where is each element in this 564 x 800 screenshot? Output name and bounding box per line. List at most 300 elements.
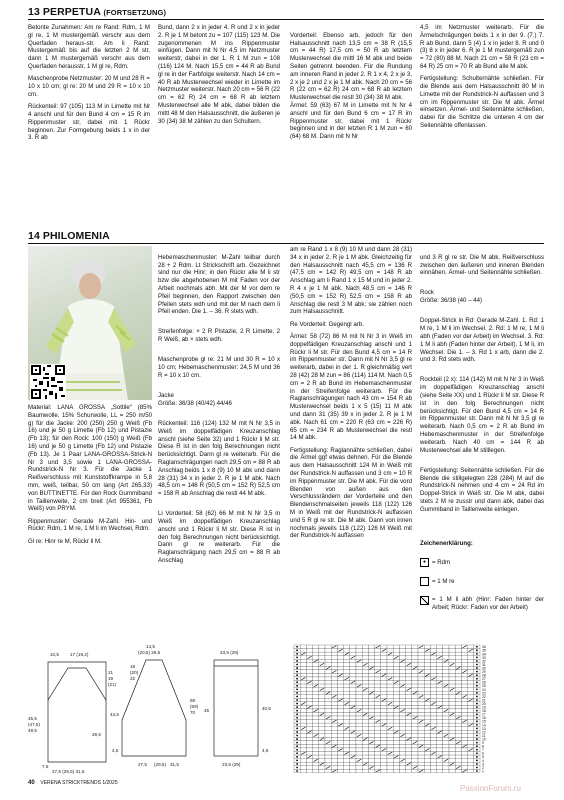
paragraph: Maschenprobe gl re: 21 M und 30 R = 10 x 10 cm; Hebemaschenmuster: 24,5 M und 36 R = 10 x 10 cm. [158, 356, 280, 379]
chart-cell [393, 748, 399, 752]
chart-cell [337, 709, 343, 713]
chart-cell [319, 709, 325, 713]
chart-cell [393, 666, 399, 670]
chart-cell [356, 702, 362, 706]
chart-cell [381, 670, 387, 674]
chart-row-label: 10 [482, 737, 486, 742]
chart-cell [381, 656, 387, 660]
chart-cell [412, 645, 418, 649]
chart-cell [300, 737, 306, 741]
chart-cell [344, 741, 350, 745]
chart-row-label: 14 [482, 723, 486, 728]
chart-cell [362, 744, 368, 748]
chart-cell [319, 752, 325, 756]
chart-cell [344, 666, 350, 670]
chart-cell [424, 766, 430, 770]
chart-cell [468, 737, 474, 741]
chart-cell [313, 723, 319, 727]
chart-cell [468, 730, 474, 734]
chart-cell [350, 666, 356, 670]
chart-row-label: 8 [482, 744, 484, 749]
chart-cell [406, 670, 412, 674]
edge-stitch-mark [296, 731, 298, 733]
skirt-outline [214, 660, 258, 756]
chart-cell [424, 681, 430, 685]
chart-cell [393, 716, 399, 720]
edge-stitch-mark [476, 657, 478, 659]
chart-cell [437, 769, 443, 773]
chart-cell [430, 684, 436, 688]
chart-cell [443, 730, 449, 734]
chart-cell [331, 709, 337, 713]
paragraph: Rückenteil: 116 (124) 132 M mit N Nr 3,5 in Weiß im doppelfädigen Kreuzanschlag anschl (siehe Seite 32) und 1 Rückr li M str. Diese R ist in den folg Berechnungen nicht berücksichtigt. Dann gl re weiterarb. Für die Raglanschrägungen nach 29,5 cm = 88 R ab Anschlag beids 1 x 8 (9) 10 M abk und dann 28 (31) 34 x in jeder 2. R je 1 M abk. Nach 48,5 cm = 146 R (50,5 cm = 152 R) 52,5 cm = 158 R ab Anschlag die restl 44 M abk. [158, 419, 280, 498]
chart-cell [418, 730, 424, 734]
edge-stitch-mark [296, 752, 298, 754]
chart-cell [387, 681, 393, 685]
chart-cell [375, 663, 381, 667]
chart-cell [455, 759, 461, 763]
chart-cell [368, 652, 374, 656]
chart-cell [461, 734, 467, 738]
chart-cell [375, 723, 381, 727]
chart-cell [468, 766, 474, 770]
chart-cell [461, 766, 467, 770]
chart-cell [381, 691, 387, 695]
chart-cell [375, 649, 381, 653]
chart-cell [406, 752, 412, 756]
chart-cell [375, 702, 381, 706]
chart-cell [455, 727, 461, 731]
chart-cell [461, 712, 467, 716]
dimension-label: 22 [130, 676, 136, 681]
chart-cell [449, 744, 455, 748]
chart-cell [387, 673, 393, 677]
chart-cell [306, 734, 312, 738]
chart-cell [325, 705, 331, 709]
edge-stitch-mark [296, 681, 298, 683]
chart-cell [381, 727, 387, 731]
chart-cell [325, 652, 331, 656]
chart-cell [362, 734, 368, 738]
chart-cell [406, 759, 412, 763]
chart-cell [430, 712, 436, 716]
chart-row-label: 4 [482, 758, 484, 763]
chart-cell [368, 769, 374, 773]
chart-row-label: 3 [482, 762, 484, 767]
edge-stitch-mark [296, 688, 298, 690]
edge-stitch-mark [476, 728, 478, 730]
chart-cell [300, 663, 306, 667]
chart-cell [461, 762, 467, 766]
chart-cell [368, 684, 374, 688]
chart-cell [356, 688, 362, 692]
chart-cell [399, 698, 405, 702]
chart-cell [306, 698, 312, 702]
chart-cell [337, 656, 343, 660]
chart-cell [418, 684, 424, 688]
chart-cell [399, 730, 405, 734]
chart-cell [461, 681, 467, 685]
chart-cell [461, 716, 467, 720]
chart-cell [344, 759, 350, 763]
chart-cell [468, 734, 474, 738]
chart-cell [399, 670, 405, 674]
chart-cell [455, 698, 461, 702]
chart-cell [319, 698, 325, 702]
chart-cell [406, 716, 412, 720]
chart-cell [300, 734, 306, 738]
chart-cell [313, 688, 319, 692]
chart-cell [306, 716, 312, 720]
legend-label: = 1 M li abh (Hinr: Faden hinter der Arbeit; Rückr: Faden vor der Arbeit) [432, 595, 544, 611]
chart-cell [381, 759, 387, 763]
chart-cell [387, 748, 393, 752]
edge-stitch-mark [296, 720, 298, 722]
chart-cell [331, 684, 337, 688]
dimension-label: 45,5 [28, 716, 37, 721]
edge-stitch-mark [476, 717, 478, 719]
dimension-label: (20) [130, 670, 139, 675]
chart-cell [399, 737, 405, 741]
text-column-1 [28, 404, 152, 550]
chart-cell [418, 709, 424, 713]
chart-cell [331, 677, 337, 681]
chart-cell [300, 720, 306, 724]
chart-cell [300, 759, 306, 763]
chart-cell [443, 691, 449, 695]
chart-cell [375, 752, 381, 756]
chart-cell [300, 766, 306, 770]
chart-cell [449, 698, 455, 702]
chart-cell [350, 670, 356, 674]
chart-row-label: 32 [482, 659, 486, 664]
qr-code[interactable] [30, 364, 66, 400]
chart-cell [319, 645, 325, 649]
chart-cell [306, 652, 312, 656]
chart-cell [344, 684, 350, 688]
edge-stitch-mark [476, 674, 478, 676]
chart-cell [406, 748, 412, 752]
chart-cell [331, 652, 337, 656]
edge-stitch-mark [476, 749, 478, 751]
chart-cell [393, 652, 399, 656]
chart-cell [344, 645, 350, 649]
chart-cell [430, 673, 436, 677]
chart-cell [350, 741, 356, 745]
edge-stitch-mark [476, 685, 478, 687]
chart-cell [313, 752, 319, 756]
edge-stitch-mark [296, 685, 298, 687]
chart-cell [424, 695, 430, 699]
chart-cell [300, 698, 306, 702]
chart-cell [437, 698, 443, 702]
chart-cell [319, 656, 325, 660]
chart-cell [412, 762, 418, 766]
chart-cell [350, 769, 356, 773]
chart-cell [393, 645, 399, 649]
dimension-label: 4,5 [112, 748, 119, 753]
legend-title: Zeichenerklärung: [420, 539, 473, 547]
chart-cell [344, 691, 350, 695]
chart-cell [468, 670, 474, 674]
chart-cell [443, 663, 449, 667]
chart-cell [406, 666, 412, 670]
chart-cell [387, 695, 393, 699]
chart-cell [325, 645, 331, 649]
chart-cell [399, 727, 405, 731]
chart-cell [418, 741, 424, 745]
chart-cell [387, 688, 393, 692]
magazine-name: VERENA STRICKTRENDS 1/2025 [40, 780, 118, 786]
edge-stitch-mark [476, 713, 478, 715]
chart-cell [331, 691, 337, 695]
chart-row-label: 27 [482, 677, 486, 682]
chart-cell [375, 684, 381, 688]
chart-cell [406, 695, 412, 699]
edge-stitch-mark [296, 667, 298, 669]
edge-stitch-mark [296, 728, 298, 730]
chart-cell [344, 748, 350, 752]
chart-cell [313, 698, 319, 702]
chart-cell [306, 688, 312, 692]
chart-cell [362, 691, 368, 695]
chart-cell [350, 766, 356, 770]
chart-cell [468, 702, 474, 706]
chart-cell [406, 723, 412, 727]
legend [420, 532, 544, 619]
chart-cell [449, 759, 455, 763]
chart-cell [319, 684, 325, 688]
chart-cell [455, 755, 461, 759]
dimension-label: (20,5) 26,5 [138, 650, 161, 655]
chart-cell [368, 695, 374, 699]
chart-cell [375, 656, 381, 660]
edge-stitch-mark [476, 742, 478, 744]
chart-cell [399, 652, 405, 656]
chart-cell [461, 759, 467, 763]
chart-cell [449, 673, 455, 677]
chart-cell [437, 720, 443, 724]
chart-cell [325, 734, 331, 738]
chart-cell [344, 766, 350, 770]
chart-cell [418, 656, 424, 660]
chart-cell [449, 705, 455, 709]
chart-row-label: 15 [482, 719, 486, 724]
chart-cell [300, 645, 306, 649]
chart-cell [437, 695, 443, 699]
chart-cell [344, 656, 350, 660]
chart-cell [461, 652, 467, 656]
chart-cell [406, 698, 412, 702]
chart-cell [319, 766, 325, 770]
chart-cell [406, 727, 412, 731]
chart-cell [381, 762, 387, 766]
paragraph: 4,5 im Netzmuster weiterarb. Für die Ärmelschrägungen beids 1 x in der 9. (7.) 7. R ab Bund, dann 5 (4) 1 x in jeder 8. R und 0 (3) 8 x in jeder 6. R je 1 M mustergemäß zun = 72 (80) 88 M. Nach 21 cm = 58 R (23 cm = 64 R) 25 cm = 70 R ab Bund alle M abk. [420, 24, 544, 70]
chart-cell [449, 755, 455, 759]
chart-cell [350, 702, 356, 706]
chart-cell [387, 659, 393, 663]
chart-cell [325, 688, 331, 692]
chart-cell [381, 666, 387, 670]
chart-cell [325, 762, 331, 766]
chart-cell [437, 652, 443, 656]
chart-row-label: 31 [482, 662, 486, 667]
text-column-4 [420, 246, 544, 627]
chart-cell [331, 659, 337, 663]
chart-cell [344, 716, 350, 720]
chart-cell [443, 766, 449, 770]
chart-cell [468, 688, 474, 692]
chart-cell [412, 727, 418, 731]
chart-cell [455, 709, 461, 713]
chart-cell [461, 752, 467, 756]
chart-cell [350, 677, 356, 681]
chart-cell [368, 752, 374, 756]
chart-cell [424, 734, 430, 738]
chart-cell [443, 666, 449, 670]
chart-cell [313, 744, 319, 748]
chart-cell [368, 702, 374, 706]
chart-cell [412, 705, 418, 709]
edge-stitch-mark [476, 759, 478, 761]
chart-cell [412, 748, 418, 752]
chart-cell [325, 720, 331, 724]
edge-stitch-mark [296, 738, 298, 740]
chart-cell [375, 659, 381, 663]
chart-cell [306, 645, 312, 649]
chart-cell [331, 666, 337, 670]
chart-row-label: 18 [482, 709, 486, 714]
chart-cell [344, 709, 350, 713]
chart-cell [418, 677, 424, 681]
dimension-label: (47,5) [28, 722, 41, 727]
chart-cell [337, 755, 343, 759]
section-heading [28, 6, 544, 20]
chart-cell [368, 659, 374, 663]
chart-cell [393, 737, 399, 741]
chart-cell [325, 755, 331, 759]
edge-stitch-mark [476, 671, 478, 673]
chart-cell [362, 649, 368, 653]
chart-cell [443, 762, 449, 766]
chart-cell [368, 663, 374, 667]
edge-stitch-mark [476, 752, 478, 754]
chart-cell [375, 755, 381, 759]
chart-cell [381, 684, 387, 688]
chart-cell [443, 720, 449, 724]
chart-cell [437, 744, 443, 748]
chart-cell [300, 673, 306, 677]
chart-cell [331, 663, 337, 667]
chart-cell [455, 663, 461, 667]
chart-cell [375, 709, 381, 713]
chart-cell [430, 748, 436, 752]
chart-cell [393, 659, 399, 663]
chart-cell [468, 691, 474, 695]
chart-cell [350, 698, 356, 702]
chart-cell [300, 716, 306, 720]
chart-cell [325, 730, 331, 734]
chart-cell [337, 752, 343, 756]
chart-cell [443, 702, 449, 706]
chart-cell [337, 705, 343, 709]
chart-cell [399, 720, 405, 724]
chart-cell [337, 666, 343, 670]
chart-cell [375, 698, 381, 702]
chart-cell [393, 691, 399, 695]
chart-cell [399, 755, 405, 759]
chart-cell [344, 695, 350, 699]
chart-cell [443, 673, 449, 677]
chart-cell [430, 720, 436, 724]
chart-cell [344, 698, 350, 702]
back-outline [48, 662, 106, 700]
chart-cell [412, 695, 418, 699]
chart-cell [430, 649, 436, 653]
chart-cell [406, 677, 412, 681]
chart-cell [344, 723, 350, 727]
chart-cell [344, 712, 350, 716]
chart-cell [393, 649, 399, 653]
chart-row-label: 20 [482, 701, 486, 706]
text-column-2 [158, 24, 280, 130]
dimension-label: 14,5 [146, 644, 155, 649]
paragraph: Gl re: Hinr re M, Rückr li M. [28, 537, 102, 545]
chart-cell [381, 659, 387, 663]
text-column-4 [420, 24, 544, 134]
chart-cell [300, 656, 306, 660]
chart-cell [313, 702, 319, 706]
chart-cell [319, 673, 325, 677]
chart-cell [393, 723, 399, 727]
chart-cell [300, 659, 306, 663]
chart-cell [449, 695, 455, 699]
chart-cell [331, 730, 337, 734]
chart-cell [306, 766, 312, 770]
chart-cell [424, 691, 430, 695]
chart-cell [313, 716, 319, 720]
chart-cell [325, 748, 331, 752]
edge-stitch-mark [476, 724, 478, 726]
chart-cell [455, 673, 461, 677]
chart-cell [468, 762, 474, 766]
chart-cell [362, 681, 368, 685]
chart-cell [337, 741, 343, 745]
chart-cell [387, 691, 393, 695]
chart-cell [306, 673, 312, 677]
chart-cell [468, 709, 474, 713]
knit-stitch-icon [420, 577, 429, 586]
chart-cell [406, 659, 412, 663]
dimension-label: 27,5 [138, 762, 147, 767]
chart-cell [399, 748, 405, 752]
chart-cell [313, 695, 319, 699]
chart-cell [325, 649, 331, 653]
chart-cell [412, 702, 418, 706]
chart-cell [362, 752, 368, 756]
chart-cell [344, 659, 350, 663]
chart-cell [399, 677, 405, 681]
chart-cell [449, 727, 455, 731]
chart-cell [325, 695, 331, 699]
chart-cell [424, 727, 430, 731]
chart-cell [443, 741, 449, 745]
chart-cell [337, 769, 343, 773]
chart-cell [449, 666, 455, 670]
paragraph: Rippenmuster: Gerade M-Zahl. Hin- und Rückr: Rdm, 1 M re, 1 M li im Wechsel, Rdm. [28, 517, 152, 533]
edge-stitch-mark [476, 767, 478, 769]
chart-cell [437, 688, 443, 692]
